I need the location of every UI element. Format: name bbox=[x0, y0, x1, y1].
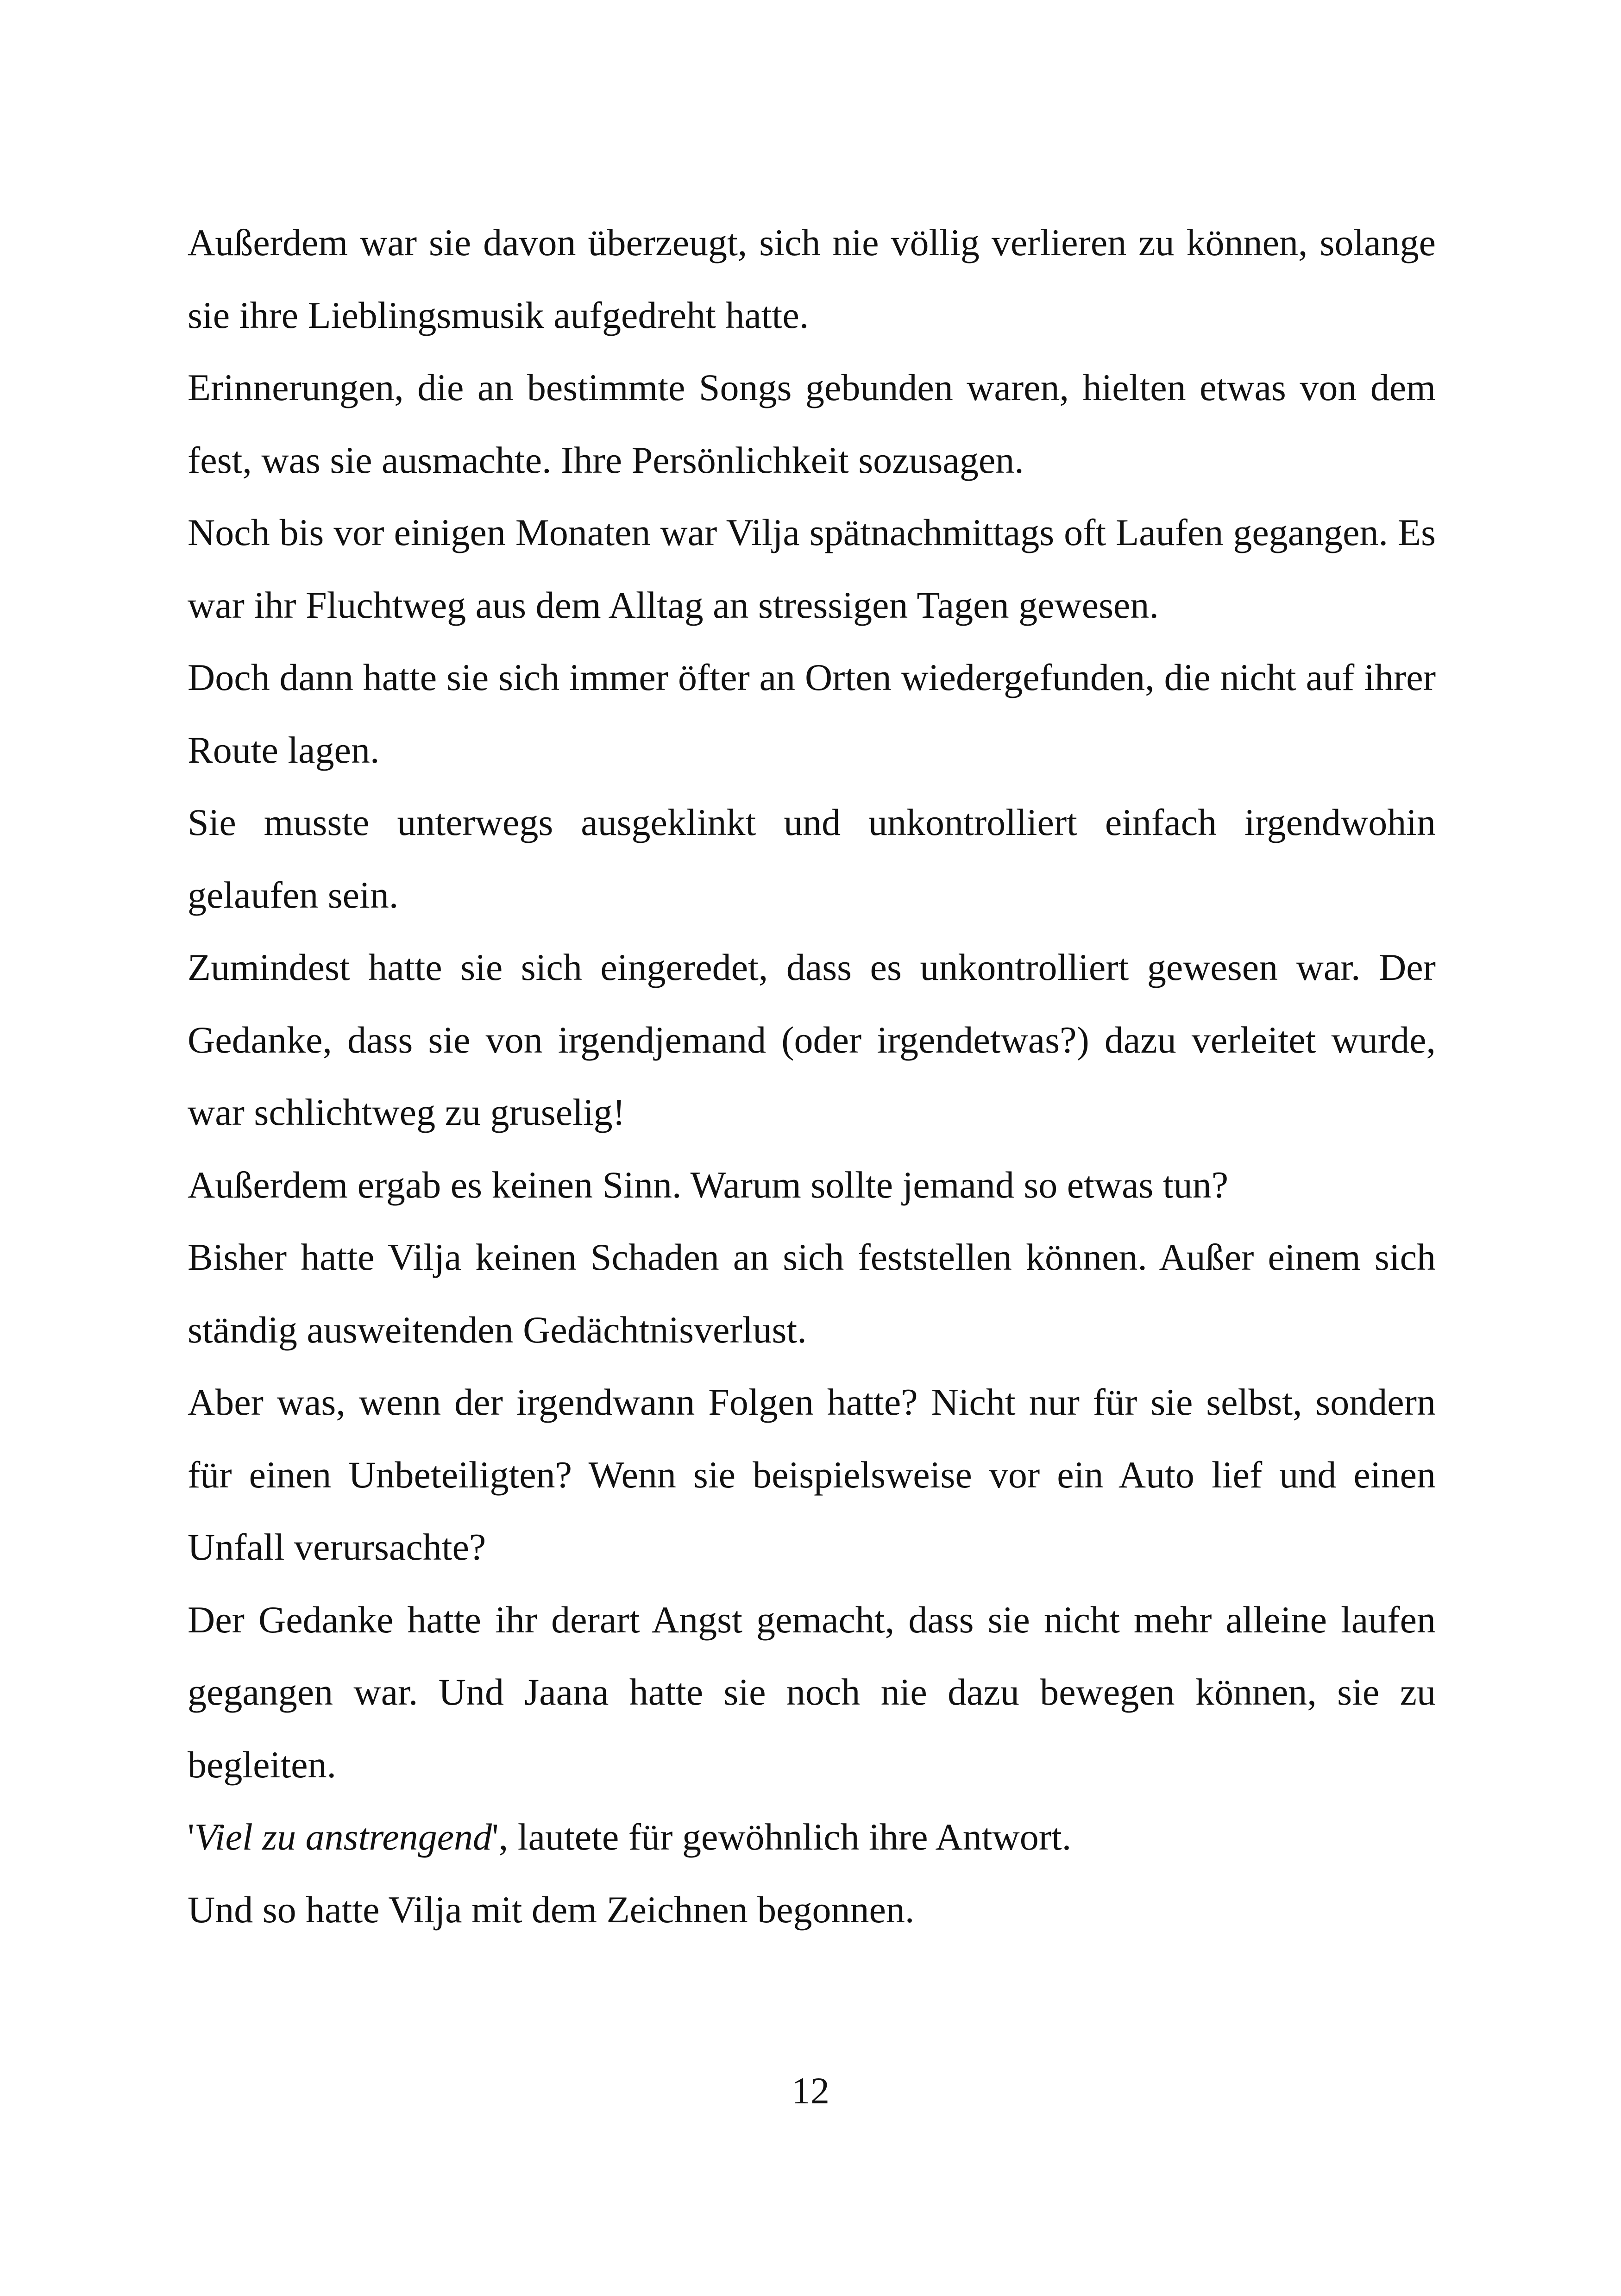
paragraph: Zumindest hatte sie sich eingeredet, dass es unkontrolliert gewesen war. Der Gedanke, dass sie von irgendjemand (oder irgendetwas?) dazu verleitet wurde, war schlichtweg zu gruselig! bbox=[188, 946, 1436, 1133]
paragraph: Doch dann hatte sie sich immer öfter an Orten wiedergefunden, die nicht auf ihrer Route lagen. bbox=[188, 656, 1436, 771]
paragraph: Erinnerungen, die an bestimmte Songs gebunden waren, hielten etwas von dem fest, was sie ausmachte. Ihre Persönlichkeit sozusagen. bbox=[188, 366, 1436, 481]
paragraph: Der Gedanke hatte ihr derart Angst gemacht, dass sie nicht mehr alleine laufen gegangen war. Und Jaana hatte sie noch nie dazu bewegen können, sie zu begleiten. bbox=[188, 1598, 1436, 1786]
page-number: 12 bbox=[792, 2070, 829, 2112]
quote-close-mark: ' bbox=[492, 1816, 499, 1858]
quote-italic-text: Viel zu anstrengend bbox=[194, 1816, 492, 1858]
quote-rest-text: , lautete für gewöhnlich ihre Antwort. bbox=[498, 1816, 1072, 1858]
page-body-text bbox=[188, 207, 1436, 1946]
paragraph: Außerdem ergab es keinen Sinn. Warum sollte jemand so etwas tun? bbox=[188, 1163, 1229, 1206]
paragraph: Außerdem war sie davon überzeugt, sich nie völlig verlieren zu können, solange sie ihre Lieblingsmusik aufgedreht hatte. bbox=[188, 221, 1436, 336]
paragraph: Sie musste unterwegs ausgeklinkt und unkontrolliert einfach irgendwohin gelaufen sein. bbox=[188, 801, 1436, 916]
paragraph: Und so hatte Vilja mit dem Zeichnen begonnen. bbox=[188, 1888, 915, 1931]
paragraph: Noch bis vor einigen Monaten war Vilja spätnachmittags oft Laufen gegangen. Es war ihr Fluchtweg aus dem Alltag an stressigen Tagen gewesen. bbox=[188, 511, 1436, 626]
quote-open-mark: ' bbox=[188, 1816, 195, 1858]
paragraph: Aber was, wenn der irgendwann Folgen hatte? Nicht nur für sie selbst, sondern für einen Unbeteiligten? Wenn sie beispielsweise vor ein Auto lief und einen Unfall verursachte? bbox=[188, 1381, 1436, 1568]
quote-paragraph bbox=[188, 1801, 1436, 1874]
paragraph: Bisher hatte Vilja keinen Schaden an sich feststellen können. Außer einem sich ständig ausweitenden Gedächtnisverlust. bbox=[188, 1236, 1436, 1351]
